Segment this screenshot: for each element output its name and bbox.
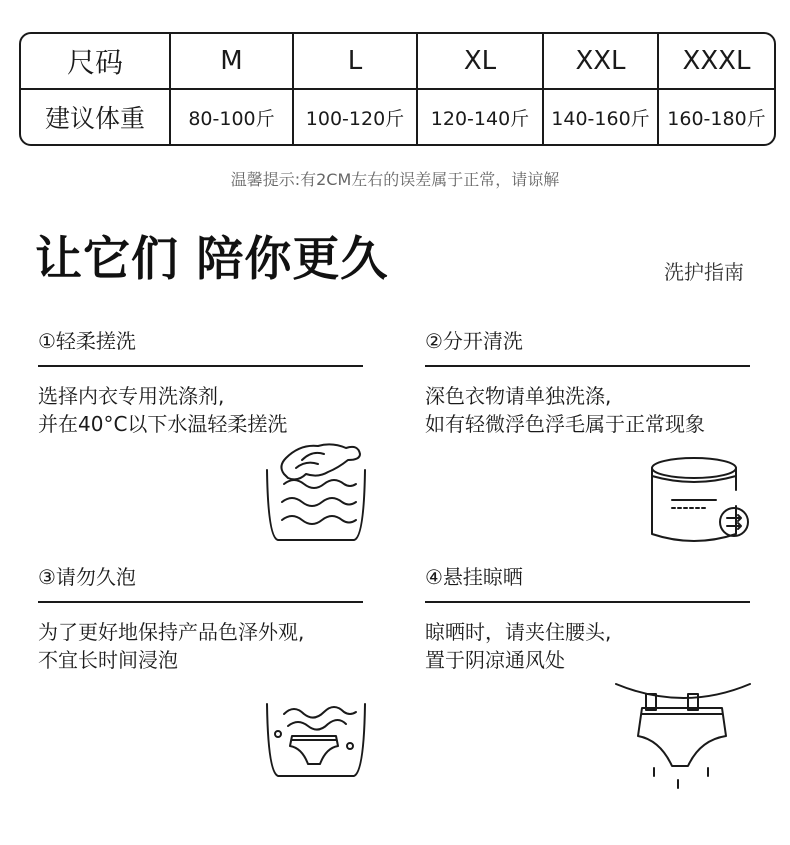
description-line: 如有轻微浮色浮毛属于正常现象 bbox=[425, 412, 705, 436]
care-item-title: ③请勿久泡 bbox=[38, 565, 136, 589]
description-line: 并在40°C以下水温轻柔搓洗 bbox=[38, 412, 288, 436]
size-cell: L bbox=[293, 34, 417, 89]
hang-dry-icon bbox=[612, 684, 757, 794]
weight-cell: 100-120斤 bbox=[293, 89, 417, 144]
weight-cell: 160-180斤 bbox=[667, 107, 766, 130]
page-headline: 让它们 陪你更久 bbox=[35, 232, 389, 287]
care-item-title: ④悬挂晾晒 bbox=[425, 565, 523, 589]
divider bbox=[38, 365, 363, 367]
care-item-description bbox=[38, 382, 378, 438]
care-item-hand-wash bbox=[38, 326, 363, 436]
weight-cell: 140-160斤 bbox=[543, 89, 658, 144]
care-guide-label: 洗护指南 bbox=[664, 260, 744, 284]
description-line: 置于阴凉通风处 bbox=[425, 648, 565, 672]
size-cell: XXL bbox=[543, 34, 658, 89]
size-table bbox=[19, 32, 776, 146]
size-cell: XL bbox=[417, 34, 543, 89]
size-cell: XXXL bbox=[658, 34, 774, 89]
care-item-description bbox=[425, 382, 765, 438]
description-line: 深色衣物请单独洗涤, bbox=[425, 384, 612, 408]
description-line: 不宜长时间浸泡 bbox=[38, 648, 178, 672]
care-item-description bbox=[38, 618, 378, 674]
weight-cell: 80-100斤 bbox=[170, 89, 293, 144]
weight-cell: 120-140斤 bbox=[417, 89, 543, 144]
care-item-separate-wash bbox=[425, 326, 750, 436]
care-item-description bbox=[425, 618, 765, 674]
care-item-title: ②分开清洗 bbox=[425, 329, 523, 353]
size-tolerance-tip: 温馨提示:有2CM左右的误差属于正常，请谅解 bbox=[230, 170, 560, 189]
divider bbox=[425, 365, 750, 367]
weight-row bbox=[21, 89, 774, 144]
separate-wash-tub-icon bbox=[646, 450, 756, 550]
description-line: 选择内衣专用洗涤剂, bbox=[38, 384, 225, 408]
no-soak-basin-icon bbox=[262, 690, 372, 785]
size-row-label: 尺码 bbox=[21, 34, 170, 89]
size-header-row bbox=[21, 34, 774, 89]
care-item-title: ①轻柔搓洗 bbox=[38, 329, 136, 353]
care-item-hang-dry bbox=[425, 562, 750, 672]
weight-row-label: 建议体重 bbox=[21, 89, 170, 144]
hand-wash-basin-icon bbox=[262, 438, 372, 548]
description-line: 晾晒时，请夹住腰头, bbox=[425, 620, 612, 644]
care-item-no-soak bbox=[38, 562, 363, 672]
divider bbox=[425, 601, 750, 603]
divider bbox=[38, 601, 363, 603]
size-cell: M bbox=[170, 34, 293, 89]
description-line: 为了更好地保持产品色泽外观, bbox=[38, 620, 305, 644]
